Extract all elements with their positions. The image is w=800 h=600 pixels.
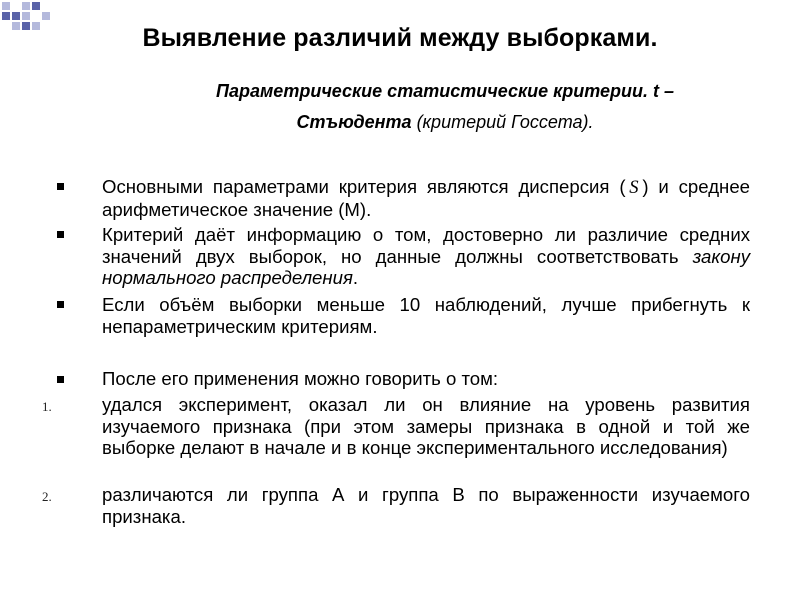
corner-square (22, 12, 30, 20)
page-title: Выявление различий между выборками. (142, 24, 658, 52)
bullet-text-part: ) и среднее арифметическое значение (М). (102, 176, 750, 220)
number-marker: 1. (42, 399, 52, 414)
bullet-marker (57, 231, 64, 238)
subtitle-gosset: (критерий Госсета). (411, 112, 594, 132)
bullet-marker (57, 301, 64, 308)
bullet-marker (57, 183, 64, 190)
bullet-text-part: Основными параметрами критерия являются дисперсия ( (102, 176, 626, 197)
corner-decoration (0, 0, 60, 40)
bullet-text-part: . (352, 267, 359, 288)
bullet-text: Если объём выборки меньше 10 наблюдений, лучше прибегнуть к непараметрическим критериям. (102, 294, 750, 337)
corner-square (12, 22, 20, 30)
corner-square (42, 12, 50, 20)
corner-square (2, 12, 10, 20)
dispersion-symbol: S (629, 177, 639, 198)
bullet-text (102, 176, 750, 220)
numbered-text: удался эксперимент, оказал ли он влияние на уровень развития изучаемого признака (при этом замеры признака в одной и той же выборке делают в начале и в конце экспериментального исследования) (102, 394, 750, 458)
corner-square (32, 2, 40, 10)
bullet-text (102, 224, 750, 289)
bullet-text-part: Критерий даёт информацию о том, достоверно ли различие средних значений двух выборок, но данные должны соответствовать (102, 224, 750, 267)
corner-square (2, 2, 10, 10)
subtitle-line1: Параметрические статистические критерии. t – (216, 81, 674, 101)
numbered-text: различаются ли группа А и группа В по выраженности изучаемого признака. (102, 484, 750, 527)
corner-square (12, 12, 20, 20)
number-marker: 2. (42, 489, 52, 504)
corner-square (22, 22, 30, 30)
corner-square (12, 2, 20, 10)
normal-distribution-text: закону нормального распределения (102, 245, 750, 288)
corner-square (22, 2, 30, 10)
bullet-text: После его применения можно говорить о том: (102, 368, 499, 389)
corner-square (32, 22, 40, 30)
subtitle (100, 76, 790, 138)
subtitle-student: Стъюдента (296, 112, 412, 132)
bullet-marker (57, 376, 64, 383)
